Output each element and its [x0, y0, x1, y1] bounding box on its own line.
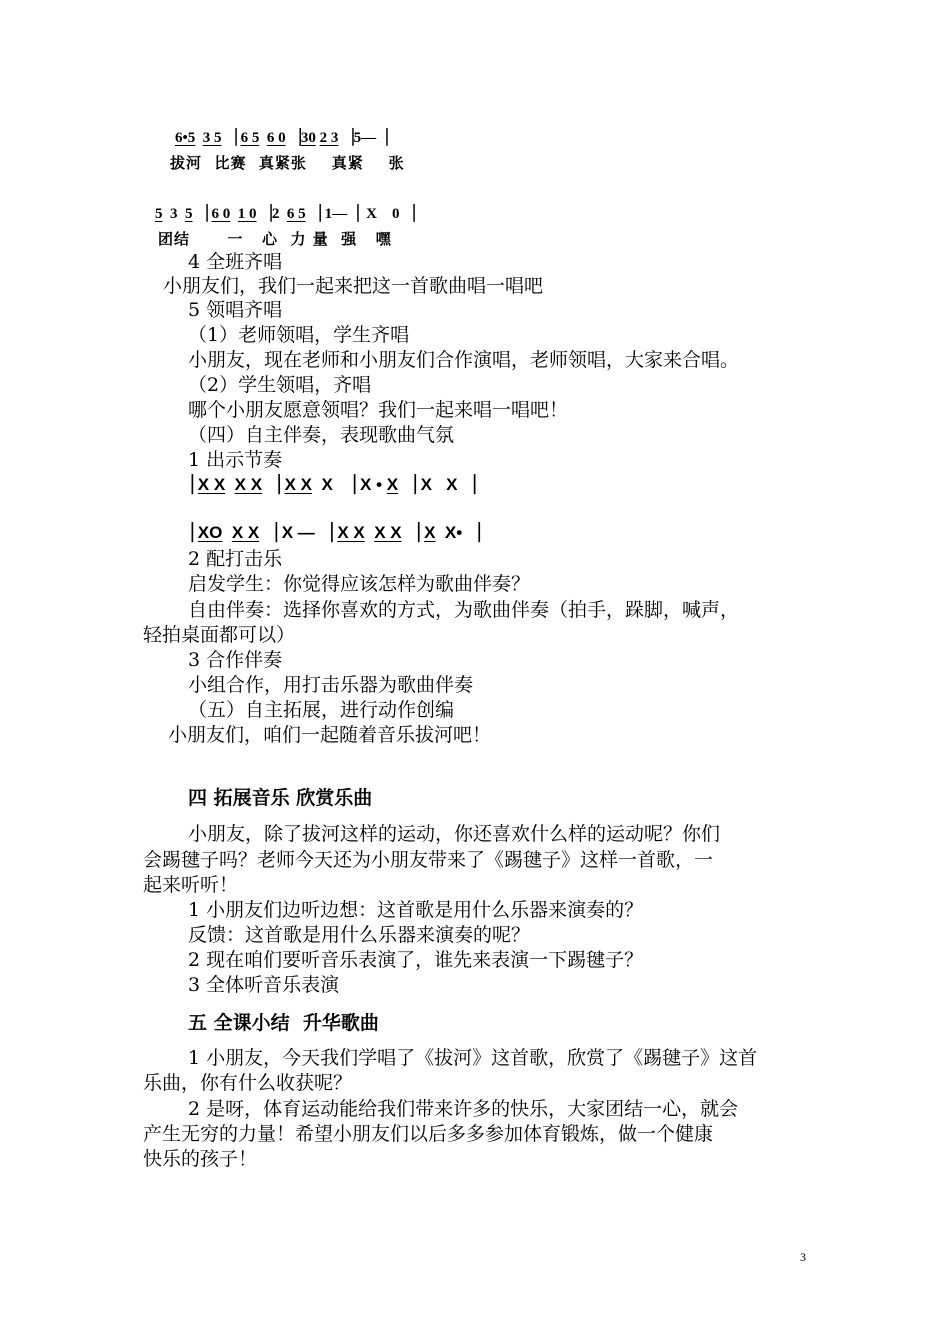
- sub-1-teacher-lead: （1）老师领唱，学生齐唱: [188, 324, 410, 346]
- teacher-lead-text: 小朋友，现在老师和小朋友们合作演唱，老师领唱，大家来合唱。: [188, 349, 740, 371]
- listen-item-1: 1 小朋友们边听边想：这首歌是用什么乐器来演奏的？: [188, 899, 644, 921]
- summary-2-line-3: 快乐的孩子！: [143, 1148, 258, 1170]
- rhythm-line-2: ▕ XO X X ▕ X — ▕ X X X X ▕ X X• ▕: [180, 523, 481, 542]
- item-3-cooperative: 3 合作伴奏: [188, 649, 283, 671]
- item-4-chorus: 4 全班齐唱: [188, 251, 283, 273]
- section-4-accompaniment: （四）自主伴奏，表现歌曲气氛: [188, 424, 455, 446]
- feedback: 反馈：这首歌是用什么乐器来演奏的呢？: [188, 924, 531, 946]
- free-accompaniment-cont: 轻拍桌面都可以）: [143, 624, 296, 646]
- para-1-line-3: 起来听听！: [143, 874, 239, 896]
- sub-2-student-lead: （2）学生领唱，齐唱: [188, 374, 372, 396]
- score-line-2-notes: 5 3 5 ▕ 6 0 1 0 ▕2 6 5 ▕ 1—▕ X 0 ▕: [155, 206, 415, 222]
- listen-item-2: 2 现在咱们要听音乐表演了，谁先来表演一下踢毽子？: [188, 949, 644, 971]
- item-1-show-rhythm: 1 出示节奏: [188, 449, 283, 471]
- free-accompaniment: 自由伴奏：选择你喜欢的方式，为歌曲伴奏（拍手，跺脚，喊声，: [188, 599, 740, 621]
- summary-1-line-1: 1 小朋友，今天我们学唱了《拔河》这首歌，欣赏了《踢毽子》这首: [188, 1047, 758, 1069]
- section-5-expansion: （五）自主拓展，进行动作创编: [188, 699, 455, 721]
- item-5-lead-chorus: 5 领唱齐唱: [188, 299, 283, 321]
- rhythm-line-1: ▕ X X X X ▕ X X X ▕ X • X ▕ X X ▕: [180, 475, 476, 494]
- heading-5: 五 全课小结 升华歌曲: [188, 1012, 379, 1034]
- item-2-percussion: 2 配打击乐: [188, 548, 283, 570]
- summary-2-line-1: 2 是呀，体育运动能给我们带来许多的快乐，大家团结一心，就会: [188, 1098, 739, 1120]
- score-line-1-lyrics: 拔河 比赛 真紧张 真紧 张: [170, 154, 405, 172]
- inspire-students: 启发学生：你觉得应该怎样为歌曲伴奏？: [188, 573, 531, 595]
- para-1-line-1: 小朋友，除了拔河这样的运动，你还喜欢什么样的运动呢？你们: [188, 823, 721, 845]
- student-lead-text: 哪个小朋友愿意领唱？我们一起来唱一唱吧！: [188, 399, 569, 421]
- listen-item-3: 3 全体听音乐表演: [188, 974, 340, 996]
- score-line-1-notes: 6•5 3 5 ▕ 6 5 6 0 ▕30 2 3 ▕5—▕: [175, 130, 388, 146]
- para-1-line-2: 会踢毽子吗？老师今天还为小朋友带来了《踢毽子》这样一首歌，一: [143, 849, 714, 871]
- chorus-prompt: 小朋友们，我们一起来把这一首歌曲唱一唱吧: [163, 275, 544, 297]
- group-cooperation: 小组合作，用打击乐器为歌曲伴奏: [188, 674, 474, 696]
- summary-1-line-2: 乐曲，你有什么收获呢？: [143, 1072, 353, 1094]
- page-number: 3: [800, 1250, 806, 1264]
- summary-2-line-2: 产生无穷的力量！希望小朋友们以后多多参加体育锻炼，做一个健康: [143, 1123, 714, 1145]
- heading-4: 四 拓展音乐 欣赏乐曲: [188, 787, 373, 809]
- score-line-2-lyrics: 团结 一 心 力 量 强 嘿: [158, 230, 392, 248]
- tug-of-war-prompt: 小朋友们，咱们一起随着音乐拔河吧！: [168, 724, 492, 746]
